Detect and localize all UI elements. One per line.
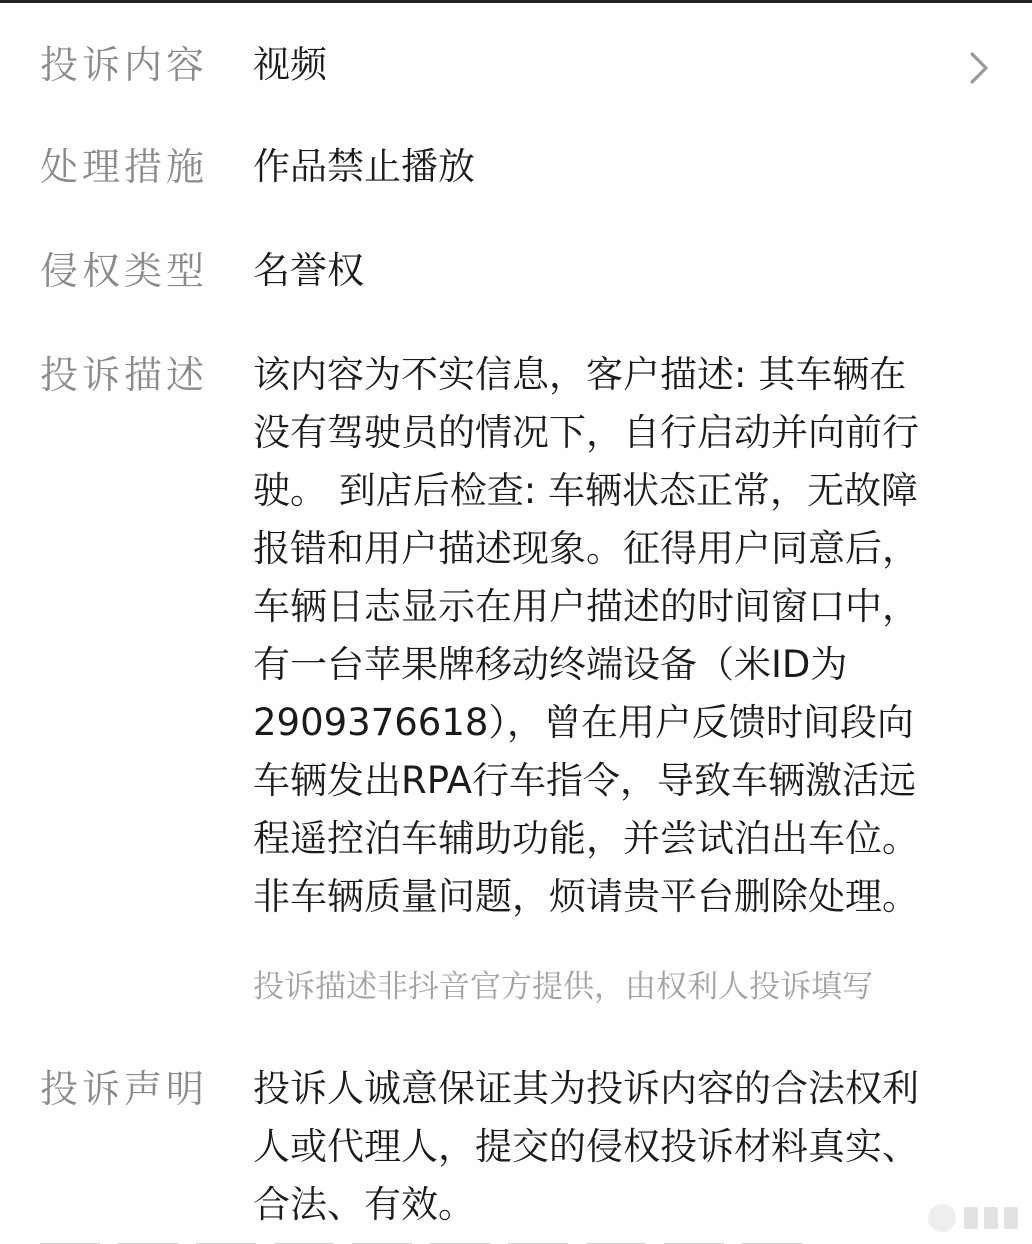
complaint-content-value: 视频 <box>253 43 327 86</box>
infringement-type-value: 名誉权 <box>253 249 364 292</box>
statement-line: 合法、有效。 <box>253 1183 475 1226</box>
complaint-statement-row <box>0 1060 1032 1240</box>
description-line: 车辆日志显示在用户描述的时间窗口中， <box>253 585 919 628</box>
complaint-statement-label: 投诉声明 <box>40 1067 209 1111</box>
statement-line: 投诉人诚意保证其为投诉内容的合法权利 <box>253 1067 919 1110</box>
description-line: 非车辆质量问题，烦请贵平台删除处理。 <box>253 875 919 918</box>
description-line: 没有驾驶员的情况下，自行启动并向前行 <box>253 411 919 454</box>
description-line: 报错和用户描述现象。征得用户同意后， <box>253 527 919 570</box>
handling-measure-row <box>0 138 1032 198</box>
complaint-content-row[interactable] <box>0 36 1032 96</box>
handling-measure-value: 作品禁止播放 <box>253 145 475 188</box>
complaint-description-text <box>253 346 983 926</box>
watermark-logo <box>926 1202 1018 1234</box>
avatar <box>926 1202 958 1234</box>
description-source-note: 投诉描述非抖音官方提供，由权利人投诉填写 <box>253 969 873 1005</box>
description-line: 有一台苹果牌移动终端设备（米ID为 <box>253 643 848 686</box>
description-line: 程遥控泊车辅助功能，并尝试泊出车位。 <box>253 817 919 860</box>
complaint-description-label: 投诉描述 <box>40 353 209 397</box>
chevron-right-icon[interactable] <box>966 48 992 88</box>
description-line: 该内容为不实信息，客户描述: 其车辆在 <box>253 353 907 396</box>
complaint-statement-text <box>253 1060 983 1234</box>
top-border <box>0 0 1032 3</box>
infringement-type-label: 侵权类型 <box>40 249 209 293</box>
complaint-content-label: 投诉内容 <box>40 43 209 87</box>
complaint-description-row <box>0 346 1032 946</box>
description-line: 驶。 到店后检查: 车辆状态正常，无故障 <box>253 469 918 512</box>
handling-measure-label: 处理措施 <box>40 145 209 189</box>
description-line: 车辆发出RPA行车指令，导致车辆激活远 <box>253 759 916 802</box>
cut-off-next-row <box>40 1232 820 1244</box>
infringement-type-row <box>0 242 1032 302</box>
statement-line: 人或代理人，提交的侵权投诉材料真实、 <box>253 1125 919 1168</box>
description-line: 2909376618），曾在用户反馈时间段向 <box>253 701 914 744</box>
